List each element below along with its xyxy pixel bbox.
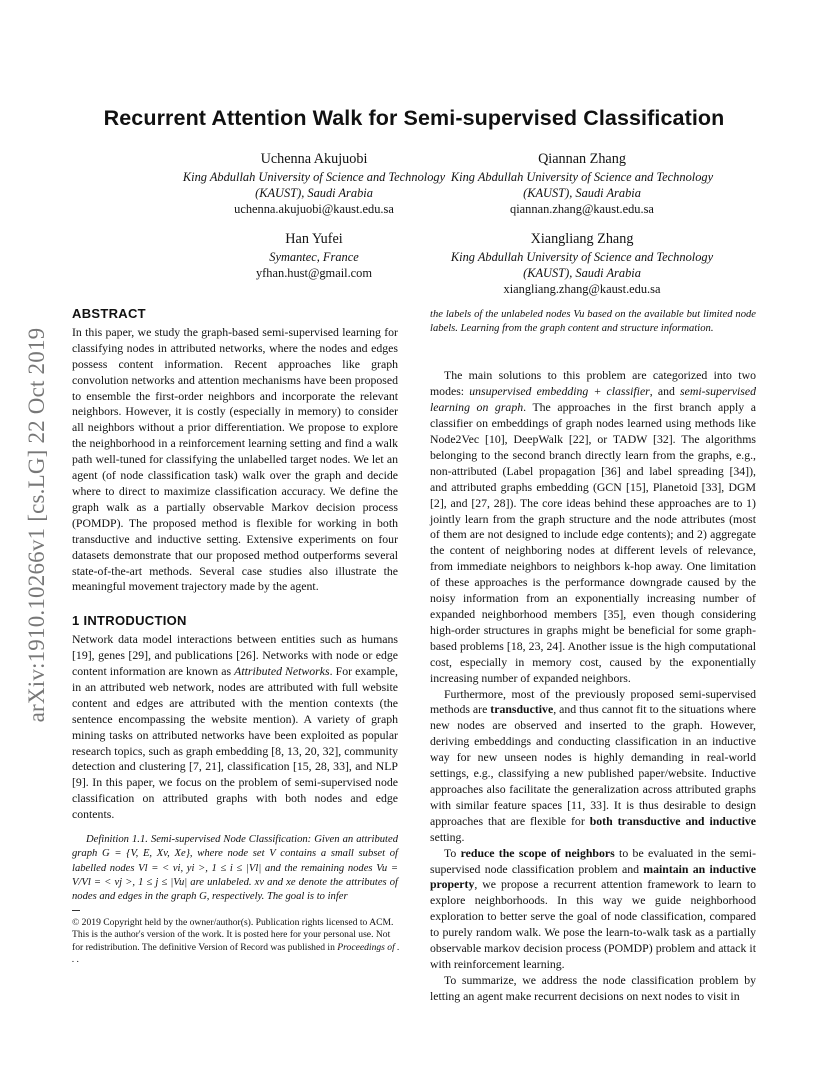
abstract-text: In this paper, we study the graph-based semi-supervised learning for classifying nodes in attributed networks, where the nodes and edges possess content information. Recent approaches like graph convolution networks and attention mechanisms have been proposed to ensemble the first-order neighbors and incorporate the relevant neighbors. However, it is costly (especially in memory) to consider all neighbors without a prior differentiation. We propose to explore the neighborhood in a reinforcement learning setting and find a walk path well-tuned for classifying the unlabelled target nodes. We let an agent (of node classification task) walk over the graph and decide where to direct to maximize classification accuracy. We define the graph walk as a partially observable Markov decision process (POMDP). The proposed method is flexible for working in both transductive and inductive setting. Extensive experiments on four datasets demonstrate that our proposed method outperforms several state-of-the-art methods. Several case studies also illustrate the meaningful movement trajectory made by the agent. [72,324,398,594]
copyright-footnote [72,917,402,967]
right-paragraph-2 [430,687,756,846]
intro-emphasis: Attributed Networks [234,664,330,679]
paragraph-bold: transductive [490,702,554,717]
paragraph-text: , and [649,384,680,399]
author-email: qiannan.zhang@kaust.edu.sa [510,202,654,216]
right-column [430,308,756,1005]
paragraph-emphasis: unsupervised embedding + classifier [469,384,650,399]
introduction-heading: 1 INTRODUCTION [72,613,187,629]
right-paragraph-4: To summarize, we address the node classification problem by letting an agent make recurrent decisions on next nodes to visit in [430,972,756,1003]
paragraph-text: Furthermore, most of the previously proposed semi-supervised methods are [430,686,756,717]
footnote-rule [72,910,80,911]
author-name: Qiannan Zhang [538,151,626,167]
left-column [72,306,398,904]
paragraph-text: setting. [430,829,465,844]
author-email: uchenna.akujuobi@kaust.edu.sa [234,202,394,216]
footnote-emphasis: Proceedings of . . . [72,941,400,966]
author-affiliation-location: (KAUST), Saudi Arabia [523,186,641,200]
author-affiliation: King Abdullah University of Science and Technology [182,170,446,184]
author-email: xiangliang.zhang@kaust.edu.sa [503,282,661,296]
author-name: Uchenna Akujuobi [260,151,368,167]
arxiv-identifier [22,290,52,760]
definition-text: Semi-supervised Node Classification: Given an attributed graph G = {V, E, Xv, Xe}, where node set V contains a small subset of labelled nodes Vl = < vi, yi >, 1 ≤ i ≤ |Vl| and the remaining nodes Vu = V/Vl = < vj >, 1 ≤ j ≤ |Vu| are unlabeled. xv and xe denote the attributes of nodes and edges in the graph G, respectively. The goal is to infer [72,834,398,902]
abstract-heading: ABSTRACT [72,306,146,321]
footnote-line: © 2019 Copyright held by the owner/author(s). Publication rights licensed to ACM. [72,917,394,928]
author-block-4 [417,229,747,297]
paragraph-text: . The approaches in the first branch apply a classifier on embeddings of graph nodes learned using methods like Node2Vec [10], DeepWalk [22], or TADW [32]. The algorithms belonging to the second branch directly learn from the graphs, e.g., non-attributed (Label propagation [36] and label spreading [34]), and attributed graphs embedding (GCN [15], Planetoid [33], DGM [2], and [27, 28]). The core ideas behind these approaches are to 1) jointly learn from the graph structure and the node attributes (most of them are not designed to include edge contents); and 2) aggregate the content of neighboring nodes at different levels of relevance, from immediate neighbors to neighbors k-hop away. One limitation of these approaches is the performance downgrade caused by the noisy information from an exponentially increasing number of expanded neighborhood members [35], even though considering high-order structures in graphs might be beneficial for some graph-based problems [18, 23, 24]. Another issue is the high computational cost, especially in memory cost, caused by the exponentially increasing number of expanded neighbors. [430,400,757,685]
paragraph-text: , we propose a recurrent attention framework to learn to explore neighborhoods. In this way we guide neighborhood exploration to better serve the goal of node classification, compared to purely random walk. We pose the learn-to-walk task as a partially observable markov decision process (POMDP) problem and attack it with reinforcement learning. [430,877,756,971]
author-affiliation: King Abdullah University of Science and Technology [450,170,714,184]
paper-title: Recurrent Attention Walk for Semi-supervised Classification [103,106,725,130]
paragraph-bold: both transductive and inductive [589,813,756,828]
intro-text: Network data model interactions between entities such as humans [19], genes [29], and publications [26]. Networks with node or edge content information are known as [72,632,398,679]
paragraph-text: to be evaluated in the semi-supervised node classification problem and [430,845,757,876]
author-affiliation-location: (KAUST), Saudi Arabia [523,266,641,280]
paragraph-text: To [444,845,461,860]
author-email: yfhan.hust@gmail.com [255,266,373,280]
arxiv-stamp-text: arXiv:1910.10266v1 [cs.LG] 22 Oct 2019 [24,327,49,723]
footnote-line [72,942,402,967]
intro-text-cont: . For example, in an attributed web network, nodes are attributed with full website content and edges are attributed with the mention contexts (the sentence encompassing the website mention). A variety of graph mining tasks on attributed networks have been exploited as popular research topics, such as graph embedding [8, 13, 20, 32], community detection and clustering [7, 21], classification [15, 28, 33], and NLP [9]. In this paper, we focus on the problem of semi-supervised node classification on attributed graphs with both nodes and edge contents. [72,664,398,822]
intro-paragraph-1 [72,632,398,823]
paragraph-text: , and thus cannot fit to the situations where new nodes are observed and inserted to the graph. However, deriving embeddings and conducting classification in an inductive way for new unseen nodes is highly demanding in real-world settings, e.g., classifying a new published paper/website. Inductive approaches also facilitate the generalization across attributed graphs with similar feature spaces [11, 33]. It is thus desirable to design approaches that are flexible for [430,702,757,828]
author-affiliation: King Abdullah University of Science and Technology [450,250,714,264]
author-name: Han Yufei [285,231,343,247]
paragraph-bold: maintain an inductive property [430,861,757,892]
paragraph-bold: reduce the scope of neighbors [460,845,615,860]
definition-label: Definition 1.1. [86,834,148,846]
paragraph-text: The main solutions to this problem are categorized into two modes: [430,368,756,399]
author-name: Xiangliang Zhang [530,231,634,247]
author-affiliation-location: (KAUST), Saudi Arabia [255,186,373,200]
author-block-2 [417,149,747,217]
footnote-text: for redistribution. The definitive Version of Record was published in [72,941,338,953]
paragraph-emphasis: semi-supervised learning on graph [430,384,757,415]
author-affiliation: Symantec, France [269,250,359,264]
right-paragraph-3 [430,846,756,973]
definition-continuation: the labels of the unlabeled nodes Vu based on the available but limited node labels. Learning from the graph content and structure information. [430,309,756,335]
definition-1-1 [72,833,398,904]
footnote-line: This is the author's version of the work. It is posted here for your personal use. Not [72,929,391,941]
right-paragraph-1 [430,368,756,686]
